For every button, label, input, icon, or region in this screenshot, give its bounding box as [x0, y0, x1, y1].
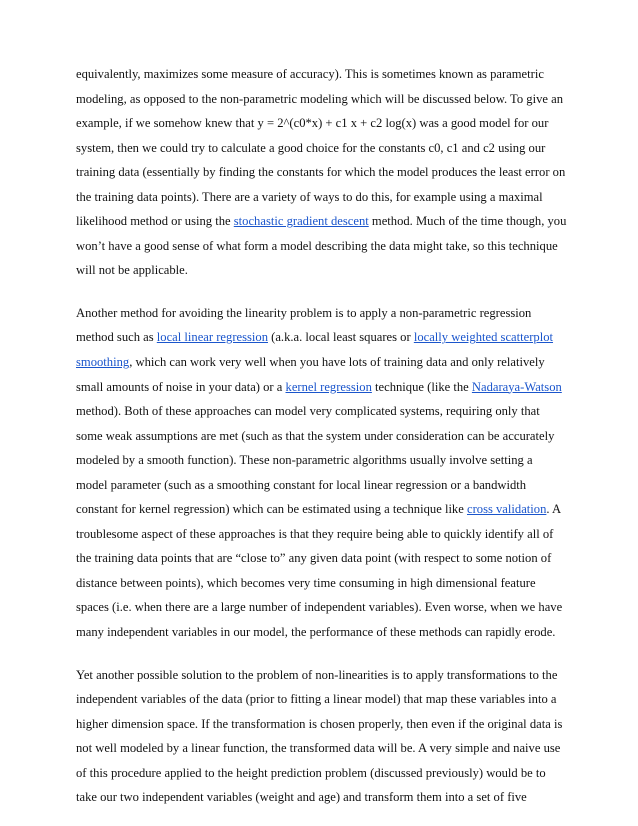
- text-run: modeling, as opposed to the non-parametric modeling which will be discussed below. To give an: [76, 91, 564, 106]
- text-line: [76, 736, 566, 761]
- document-page: [76, 62, 566, 810]
- text-line: [76, 301, 566, 326]
- text-line: [76, 620, 566, 645]
- text-run: not well modeled by a linear function, the transformed data will be. A very simple and naive use: [76, 741, 561, 756]
- text-line: [76, 712, 566, 737]
- text-run: method such as: [76, 330, 157, 345]
- text-line: [76, 185, 566, 210]
- text-run: example, if we somehow knew that y = 2^(c0*x) + c1 x + c2 log(x) was a good model for our: [76, 116, 549, 131]
- text-run: troublesome aspect of these approaches is that they require being able to quickly identify all of: [76, 526, 554, 541]
- inline-link[interactable]: stochastic gradient descent: [233, 214, 369, 229]
- text-run: some weak assumptions are met (such as that the system under consideration can be accurately: [76, 428, 555, 443]
- text-line: [76, 595, 566, 620]
- text-line: [76, 761, 566, 786]
- paragraph: [76, 301, 566, 645]
- text-run: method. Much of the time though, you: [368, 214, 567, 229]
- text-line: [76, 258, 566, 283]
- text-line: [76, 136, 566, 161]
- text-run: many independent variables in our model, the performance of these methods can rapidly erode.: [76, 625, 556, 640]
- text-run: system, then we could try to calculate a good choice for the constants c0, c1 and c2 using our: [76, 140, 546, 155]
- text-run: model parameter (such as a smoothing constant for local linear regression or a bandwidth: [76, 477, 527, 492]
- text-run: modeled by a smooth function). These non-parametric algorithms usually involve setting a: [76, 453, 533, 468]
- text-run: (a.k.a. local least squares or: [268, 330, 414, 345]
- text-line: [76, 234, 566, 259]
- text-run: won’t have a good sense of what form a model describing the data might take, so this technique: [76, 238, 558, 253]
- text-run: the training data points). There are a variety of ways to do this, for example using a maximal: [76, 189, 543, 204]
- text-line: [76, 473, 566, 498]
- text-line: [76, 87, 566, 112]
- text-run: the training data points that are “close to” any given data point (with respect to some notion of: [76, 551, 552, 566]
- text-run: spaces (i.e. when there are a large number of independent variables). Even worse, when we have: [76, 600, 563, 615]
- text-line: [76, 546, 566, 571]
- text-line: [76, 424, 566, 449]
- text-line: [76, 785, 566, 810]
- text-run: small amounts of noise in your data) or a: [76, 379, 286, 394]
- inline-link[interactable]: kernel regression: [285, 379, 372, 394]
- text-line: [76, 160, 566, 185]
- text-run: likelihood method or using the: [76, 214, 234, 229]
- text-run: Yet another possible solution to the problem of non-linearities is to apply transformations to the: [76, 667, 558, 682]
- text-line: [76, 111, 566, 136]
- text-run: higher dimension space. If the transformation is chosen properly, then even if the original data is: [76, 716, 563, 731]
- text-line: [76, 399, 566, 424]
- text-run: will not be applicable.: [76, 263, 188, 278]
- inline-link[interactable]: locally weighted scatterplot: [413, 330, 554, 345]
- text-run: distance between points), which becomes very time consuming in high dimensional feature: [76, 575, 536, 590]
- paragraph: [76, 663, 566, 810]
- text-line: [76, 687, 566, 712]
- text-line: [76, 325, 566, 350]
- text-run: , which can work very well when you have lots of training data and only relatively: [129, 355, 545, 370]
- text-line: [76, 663, 566, 688]
- text-line: [76, 522, 566, 547]
- inline-link[interactable]: smoothing: [76, 355, 130, 370]
- text-line: [76, 571, 566, 596]
- text-line: [76, 62, 566, 87]
- text-run: take our two independent variables (weight and age) and transform them into a set of five: [76, 790, 527, 805]
- text-run: method). Both of these approaches can model very complicated systems, requiring only that: [76, 404, 540, 419]
- text-run: constant for kernel regression) which can be estimated using a technique like: [76, 502, 467, 517]
- inline-link[interactable]: local linear regression: [156, 330, 268, 345]
- paragraph: [76, 62, 566, 283]
- text-line: [76, 375, 566, 400]
- text-run: equivalently, maximizes some measure of accuracy). This is sometimes known as parametric: [76, 67, 544, 81]
- text-run: . A: [546, 502, 562, 517]
- inline-link[interactable]: Nadaraya-Watson: [471, 379, 562, 394]
- text-line: [76, 209, 566, 234]
- text-line: [76, 448, 566, 473]
- text-line: [76, 497, 566, 522]
- text-run: of this procedure applied to the height prediction problem (discussed previously) would be to: [76, 765, 546, 780]
- text-run: training data (essentially by finding the constants for which the model produces the least error on: [76, 165, 566, 180]
- text-line: [76, 350, 566, 375]
- inline-link[interactable]: cross validation: [466, 502, 547, 517]
- text-run: independent variables of the data (prior to fitting a linear model) that map these variables into a: [76, 692, 557, 707]
- text-run: technique (like the: [371, 379, 472, 394]
- text-run: Another method for avoiding the linearity problem is to apply a non-parametric regression: [76, 305, 532, 320]
